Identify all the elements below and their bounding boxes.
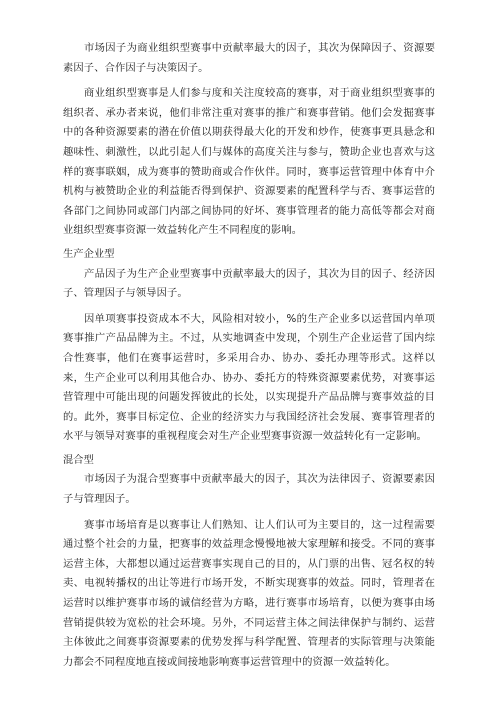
- section-heading-mixed: 混合型: [63, 453, 94, 466]
- paragraph-product-factor: 产品因子为生产企业型赛事中贡献率最大的因子，其次为目的因子、经济因子、管理因子与领导因子。: [63, 267, 435, 300]
- paragraph-commercial-events: 商业组织型赛事是人们参与度和关注度较高的赛事，对于商业组织型赛事的组织者、承办者来说，他们非常注重对赛事的推广和赛事营销。他们会发掘赛事中的各种资源要素的潜在价值以期获得最大化的开发和炒作，使赛事更具悬念和趣味性、刺激性，以此引起人们与媒体的高度关注与参与，赞助企业也喜欢与这样的赛事联姻，成为赛事的赞助商或合作伙伴。同时，赛事运营管理中体育中介机构与被赞助企业的利益能否得到保护、资源要素的配置科学与否、赛事运营的各部门之间协同或部门内部之间协同的好坏、赛事管理者的能力高低等都会对商业组织型赛事资源一效益转化产生不同程度的影响。: [63, 87, 435, 237]
- section-heading-production-enterprise: 生产企业型: [63, 247, 115, 260]
- paragraph-market-cultivation: 赛事市场培育是以赛事让人们熟知、让人们认可为主要目的，这一过程需要通过整个社会的力量，把赛事的效益理念慢慢地被大家理解和接受。不同的赛事运营主体，大都想以通过运营赛事实现自己的目的，从门票的出售、冠名权的转卖、电视转播权的出让等进行市场开发，不断实现赛事的效益。同时，管理者在运营时以维护赛事市场的诚信经营为方略，进行赛事市场培育，以便为赛事由场营销提供较为宽松的社会环境。另外，不同运营主体之间法律保护与制约、运营主体彼此之间赛事资源要素的优势发挥与科学配置、管理者的实际管理与决策能力都会不同程度地直接或间接地影响赛事运营管理中的资源一效益转化。: [63, 518, 435, 668]
- paragraph-single-event-investment: 因单项赛事投资成本不大，风险相对较小，%的生产企业多以运营国内单项赛事推广产品品牌为主。不过，从实地调查中发现，个别生产企业运营了国内综合性赛事，他们在赛事运营时，多采用合办、协办、委托办理等形式。这样以来，生产企业可以利用其他合办、协办、委托方的特殊资源要素优势，对赛事运营管理中可能出现的问题发挥彼此的长处，以实现提升产品品牌与赛事效益的目的。此外，赛事目标定位、企业的经济实力与我国经济社会发展、赛事管理者的水平与领导对赛事的重视程度会对生产企业型赛事资源一效益转化有一定影响。: [63, 312, 435, 443]
- paragraph-market-factor-mixed: 市场因子为混合型赛事中贡献率最大的因子，其次为法律因子、资源要素因子与管理因子。: [63, 473, 435, 506]
- document-page: [63, 39, 435, 672]
- paragraph-market-factor-commercial: 市场因子为商业组织型赛事中贡献率最大的因子，其次为保障因子、资源要素因子、合作因子与决策因子。: [63, 42, 435, 74]
